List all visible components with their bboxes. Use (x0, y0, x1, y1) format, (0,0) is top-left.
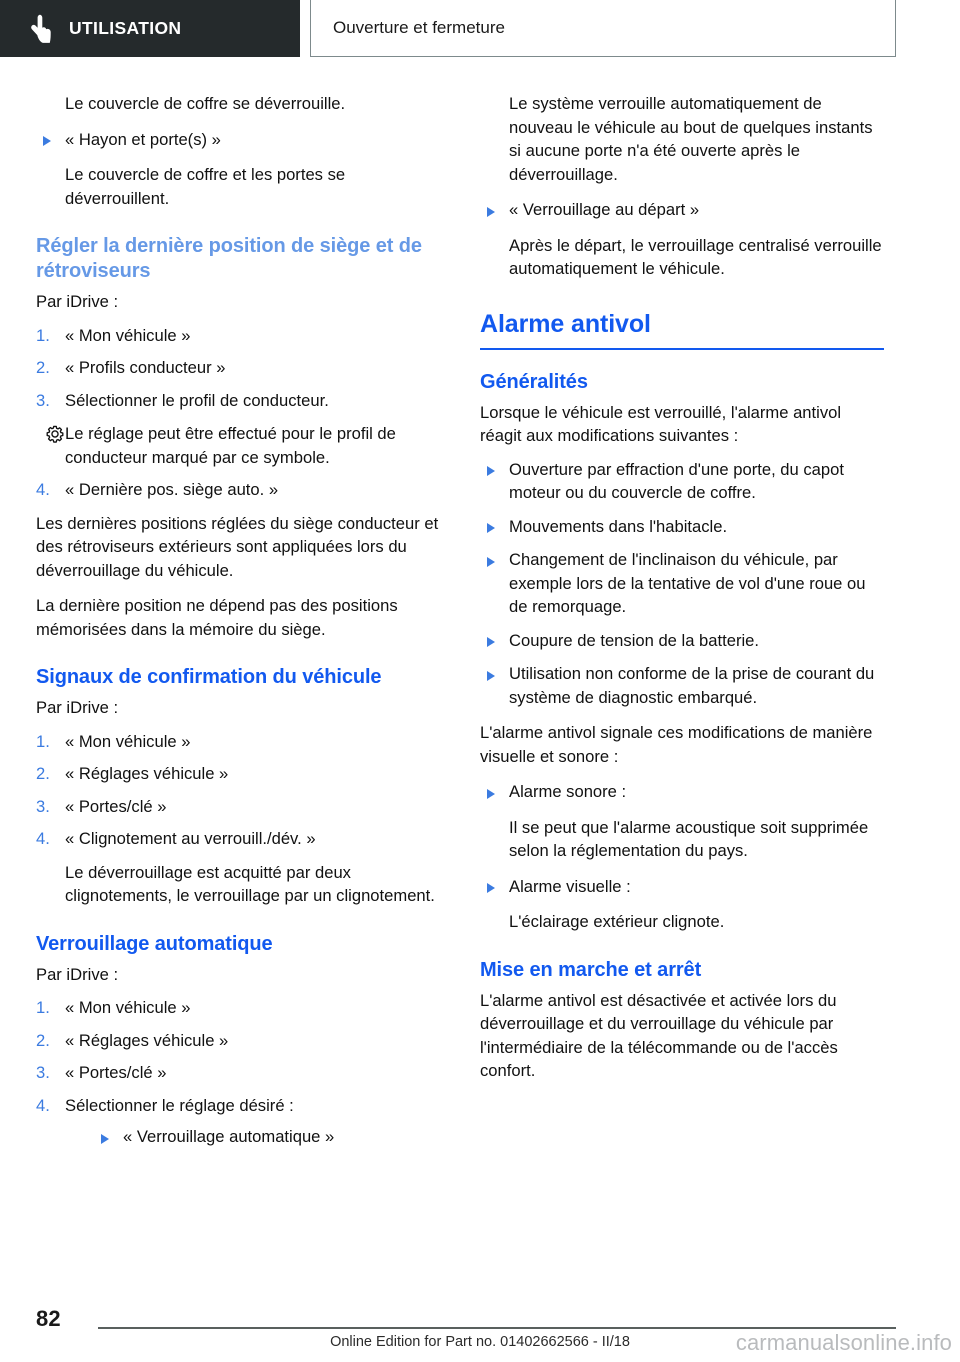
list-item: Sélectionner le profil de conducteur. (65, 390, 329, 410)
list-item: « Mon véhicule » (65, 998, 191, 1017)
generalites-intro: Lorsque le véhicule est verrouillé, l'alarme antivol réagit aux modifications suivantes : (480, 402, 842, 445)
list-item: « Portes/clé » (65, 796, 167, 816)
list-item: « Verrouillage automatique » (94, 1125, 440, 1149)
heading-generalites: Généralités (480, 370, 588, 393)
list-item (36, 1094, 440, 1149)
verrouillage-sub-bullets (65, 1125, 440, 1149)
gear-note (36, 422, 440, 469)
chapter-title-rule (480, 348, 884, 350)
chapter-title: Alarme antivol (480, 309, 651, 338)
chapter-tab[interactable] (0, 0, 300, 57)
left-column (36, 92, 440, 1159)
heading-mise-en-marche-arret: Mise en marche et arrêt (480, 958, 702, 981)
list-item: Coupure de tension de la batterie. (480, 629, 884, 653)
signal-sonore-body: Il se peut que l'alarme acoustique soit supprimée selon la réglementation du pays. (509, 817, 869, 860)
list-item: « Portes/clé » (65, 1063, 167, 1082)
page-number: 82 (36, 1306, 61, 1331)
heading-verrouillage-automatique: Verrouillage automatique (36, 932, 273, 955)
list-item: « Mon véhicule » (65, 731, 191, 751)
list-item: « Mon véhicule » (65, 325, 191, 345)
signal-bullet-sonore (480, 780, 884, 804)
carryover-line-1: Le couvercle de coffre se déverrouille. (65, 94, 346, 113)
heading-regler-position: Régler la dernière position de siège et de rétroviseurs (36, 235, 422, 282)
list-item: Alarme visuelle : (480, 875, 884, 899)
verrouillage-steps (36, 996, 440, 1149)
regler-steps-part2 (36, 478, 440, 502)
carryover-bullet-list (36, 128, 440, 152)
list-item: Changement de l'inclinaison du véhicule, par exemple lors de la tentative de vol d'une roue ou de remorquage. (480, 548, 884, 619)
list-item: Utilisation non conforme de la prise de courant du système de diagnostic embarqué. (480, 662, 884, 709)
list-item: Ouverture par effraction d'une porte, du capot moteur ou du couvercle de coffre. (480, 458, 884, 505)
signaux-steps (36, 730, 440, 851)
regler-intro: Par iDrive : (36, 292, 119, 311)
gear-icon (46, 425, 64, 443)
carryover-bullet-body: Le couvercle de coffre et les portes se déverrouillent. (65, 165, 346, 208)
list-item: « Verrouillage au départ » (480, 198, 884, 222)
list-item: « Dernière pos. siège auto. » (65, 480, 279, 499)
signal-bullet-visuelle (480, 875, 884, 899)
heading-signaux-confirmation: Signaux de confirmation du véhicule (36, 666, 382, 688)
page-footer (0, 1290, 960, 1362)
section-tab-label: Ouverture et fermeture (333, 18, 505, 37)
list-item: « Profils conducteur » (65, 358, 226, 377)
right-carryover-paragraph: Le système verrouille automatiquement de nouveau le véhicule au bout de quelques instants si aucune porte n'a été ouverte après le déverrouillage. (509, 94, 873, 184)
list-item: Mouvements dans l'habitacle. (480, 515, 884, 539)
signaux-intro: Par iDrive : (36, 698, 119, 717)
signal-visuelle-body: L'éclairage extérieur clignote. (509, 912, 725, 931)
right-column (480, 92, 884, 1095)
regler-paragraph-1: Les dernières positions réglées du siège conducteur et des rétroviseurs extérieurs sont appliquées lors du déverrouillage du véhicule. (36, 513, 439, 580)
step-text: Sélectionner le réglage désiré : (65, 1095, 294, 1115)
verrouillage-intro: Par iDrive : (36, 964, 119, 984)
footer-divider (98, 1327, 896, 1329)
gear-note-text: Le réglage peut être effectué pour le profil de conducteur marqué par ce symbole. (65, 424, 396, 467)
right-carryover-bullet-body: Après le départ, le verrouillage centralisé verrouille automatiquement le véhicule. (509, 235, 882, 278)
watermark: carmanualsonline.info (735, 1330, 952, 1355)
pointing-hand-icon (28, 14, 54, 44)
list-item: Alarme sonore : (480, 780, 884, 804)
list-item: « Réglages véhicule » (65, 1030, 229, 1050)
right-carryover-bullet-list (480, 198, 884, 222)
page-header (0, 0, 960, 62)
signaux-step4-body: Le déverrouillage est acquitté par deux clignotements, le verrouillage par un clignotement. (65, 862, 435, 905)
list-item (36, 128, 440, 152)
generalites-outro: L'alarme antivol signale ces modifications de manière visuelle et sonore : (480, 723, 873, 766)
mise-en-marche-paragraph: L'alarme antivol est désactivée et activée lors du déverrouillage et du verrouillage du véhicule par l'intermédiaire de la télécommande ou de l'accès confort. (480, 990, 838, 1080)
chapter-tab-label: UTILISATION (69, 18, 182, 38)
bullet-label: « Hayon et porte(s) » (65, 129, 221, 149)
regler-paragraph-2: La dernière position ne dépend pas des positions mémorisées dans la mémoire du siège. (36, 596, 398, 639)
regler-steps-part1 (36, 324, 440, 413)
generalites-bullet-list (480, 458, 884, 710)
list-item: « Réglages véhicule » (65, 764, 229, 783)
section-tab[interactable] (310, 0, 896, 57)
list-item: « Clignotement au verrouill./dév. » (65, 829, 316, 848)
footer-edition-text: Online Edition for Part no. 01402662566 - II/18 (330, 1334, 630, 1350)
